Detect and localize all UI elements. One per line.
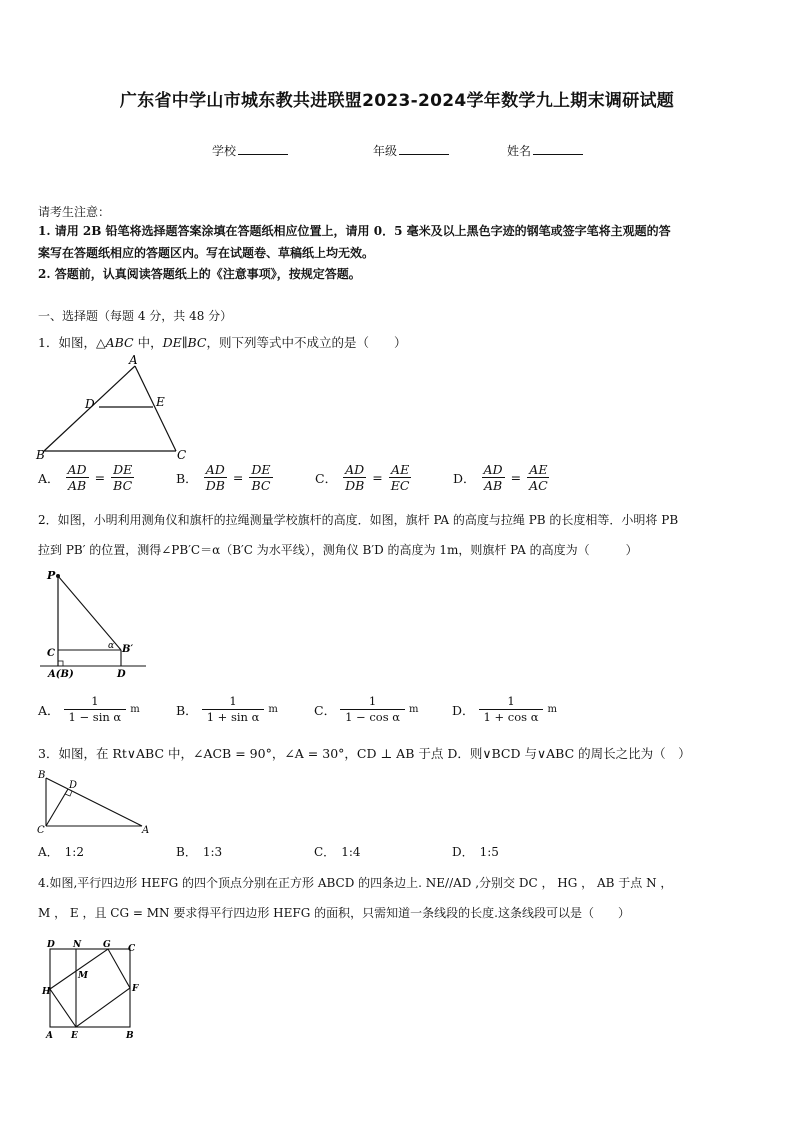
q4-label-c: C [128,944,136,954]
q4-label-g: G [103,940,111,950]
name-label: 姓名 [507,144,532,158]
section-heading: 一、选择题（每题 4 分，共 48 分） [38,309,233,323]
question-2-line-1: 2．如图，小明利用测角仪和旗杆的拉绳测量学校旗杆的高度．如图，旗杆 PA 的高度与拉绳 PB 的长度相等．小明将 PB [38,513,679,527]
q4-label-a: A [46,1031,53,1041]
grade-field[interactable] [373,142,449,159]
q4-square-figure [38,934,150,1044]
q1-options [38,462,758,493]
school-field[interactable] [212,142,288,159]
q2-option-b[interactable]: B． $\frac{1}{\text{1 + sin α}}$ m [176,694,278,724]
q1-option-c[interactable]: C． $\frac{AD}{DB}$ = $\frac{AE}{EC}$ [315,462,410,493]
q2-label-p: P [47,569,56,582]
q2-option-a[interactable]: A． $\frac{1}{\text{1 − sin α}}$ m [38,694,140,724]
notice-heading: 请考生注意： [38,205,111,219]
q4-label-m: M [78,971,88,981]
q3-option-b[interactable]: B． 1:3 [176,844,223,859]
q2-label-b1: B′ [122,644,134,655]
q4-label-b: B [126,1031,134,1041]
q3-option-d[interactable]: D． 1:5 [452,844,499,859]
q1-label-b: B [36,448,45,462]
q1-option-a[interactable]: A． $\frac{AD}{AB}$ = $\frac{DE}{BC}$ [38,462,133,493]
q2-label-c: C [47,648,55,659]
q3-option-c[interactable]: C． 1:4 [314,844,361,859]
q2-label-d: D [117,669,126,680]
question-1-stem: 1．如图，△ABC 中，DE∥BC，则下列等式中不成立的是（ ） [38,335,407,350]
q1-label-c: C [177,448,187,462]
name-blank [533,153,583,155]
q1-label-d: D [85,397,95,411]
q3-options [38,843,758,860]
notice-line-2: 2. 答题前，认真阅读答题纸上的《注意事项》，按规定答题。 [38,267,361,281]
question-4-line-2: M ， E ，且 CG = MN 要求得平行四边形 HEFG 的面积，只需知道一条线段的长度.这条线段可以是（ ） [38,906,630,920]
q2-options [38,694,758,725]
name-field[interactable] [507,142,583,159]
question-3-stem: 3．如图，在 Rt∨ABC 中，∠ACB = 90°，∠A = 30°，CD ⊥ AB 于点 D．则∨BCD 与∨ABC 的周长之比为（ ） [38,746,691,761]
school-label: 学校 [212,144,237,158]
q1-triangle-figure [30,352,200,462]
school-blank [238,153,288,155]
q4-label-f: F [132,984,139,994]
notice-line-1b: 案写在答题纸相应的答题区内。写在试题卷、草稿纸上均无效。 [38,246,375,260]
q3-label-d: D [69,780,78,791]
question-2-line-2: 拉到 PB′ 的位置，测得∠PB′C＝α（B′C 为水平线），测角仪 B′D 的高度为 1m，则旗杆 PA 的高度为（ ） [38,543,638,557]
question-4-line-1: 4.如图,平行四边形 HEFG 的四个顶点分别在正方形 ABCD 的四条边上. NE//AD ,分别交 DC ， HG ， AB 于点 N ， [38,876,673,890]
notice-line-1a: 1. 请用 2B 铅笔将选择题答案涂填在答题纸相应位置上，请用 0．5 毫米及以上黑色字迹的钢笔或签字笔将主观题的答 [38,224,671,238]
q3-label-b: B [38,770,46,781]
q2-option-c[interactable]: C． $\frac{1}{\text{1 − cos α}}$ m [314,694,419,724]
q1-option-d[interactable]: D． $\frac{AD}{AB}$ = $\frac{AE}{AC}$ [453,462,548,493]
q2-label-a: A(B) [48,669,74,680]
grade-label: 年级 [373,144,398,158]
q3-triangle-figure [36,768,152,836]
q3-label-a: A [142,825,150,836]
q2-option-d[interactable]: D． $\frac{1}{\text{1 + cos α}}$ m [452,694,557,724]
q4-label-d: D [47,940,55,950]
page-title: 广东省中学山市城东教共进联盟2023-2024学年数学九上期末调研试题 [119,91,675,111]
q1-label-e: E [156,395,165,409]
q4-label-e: E [71,1031,78,1041]
grade-blank [399,153,449,155]
q3-label-c: C [37,825,45,836]
q4-label-h: H [42,987,51,997]
q2-label-alpha: α [108,641,115,651]
q3-option-a[interactable]: A． 1:2 [38,844,84,859]
q1-option-b[interactable]: B． $\frac{AD}{DB}$ = $\frac{DE}{BC}$ [176,462,271,493]
q4-label-n: N [73,940,82,950]
q1-label-a: A [129,353,138,367]
q2-flagpole-figure [38,566,156,684]
